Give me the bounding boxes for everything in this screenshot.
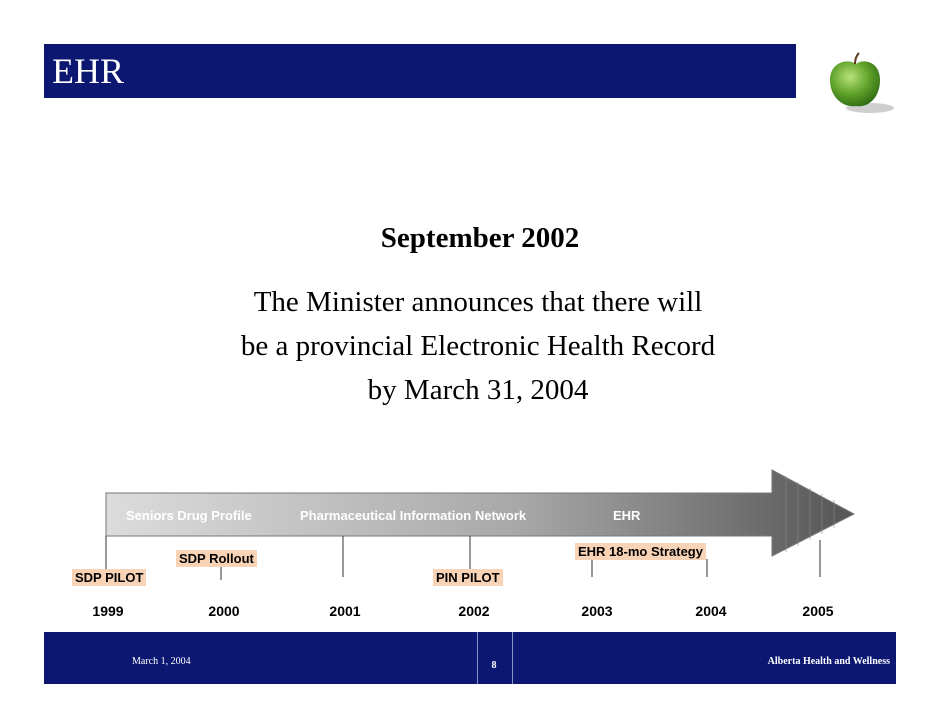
milestone-tag: SDP PILOT [72,569,146,586]
milestone-tag: PIN PILOT [433,569,503,586]
green-apple-icon [818,52,898,124]
announcement [188,280,768,412]
slide-title: EHR [52,51,124,91]
year-label: 2000 [208,603,240,619]
title-bar [44,44,796,98]
milestone-tag: SDP Rollout [176,550,257,567]
year-label: 2003 [581,603,613,619]
segment-label: EHR [613,508,641,523]
footer-divider [512,632,513,684]
footer-date: March 1, 2004 [132,656,191,667]
announcement-line: by March 31, 2004 [367,374,589,406]
year-label: 2001 [329,603,361,619]
year-label: 2005 [802,603,834,619]
footer-divider [477,632,478,684]
year-label: 2002 [458,603,490,619]
year-label: 2004 [695,603,727,619]
announcement-line: be a provincial Electronic Health Record [240,330,716,362]
page-number: 8 [491,660,497,671]
year-label: 1999 [92,603,124,619]
segment-label: Pharmaceutical Information Network [300,508,527,523]
milestone-tag: EHR 18-mo Strategy [575,543,706,560]
footer-bar [44,632,896,684]
headline: September 2002 [380,222,580,254]
announcement-line: The Minister announces that there will [253,286,703,318]
segment-label: Seniors Drug Profile [126,508,252,523]
footer-organization: Alberta Health and Wellness [767,656,890,667]
